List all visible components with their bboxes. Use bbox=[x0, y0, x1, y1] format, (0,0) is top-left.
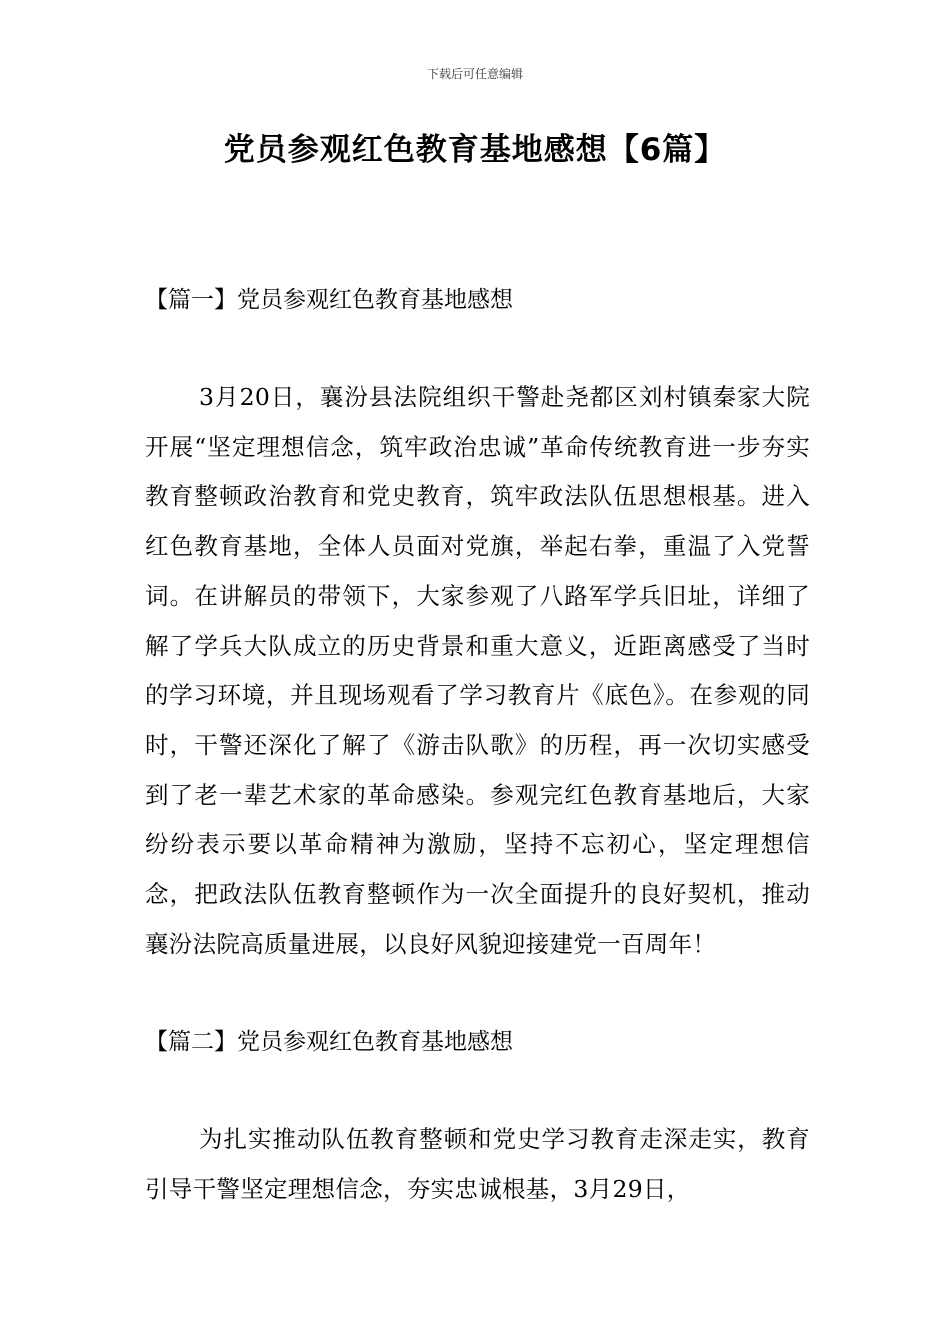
document-title: 党员参观红色教育基地感想【6篇】 bbox=[223, 132, 727, 168]
header-note: 下载后可任意编辑 bbox=[426, 67, 523, 81]
section-heading-2: 【篇二】党员参观红色教育基地感想 bbox=[145, 1029, 513, 1055]
section-heading-1: 【篇一】党员参观红色教育基地感想 bbox=[145, 287, 513, 313]
section-paragraph-2: 为扎实推动队伍教育整顿和党史学习教育走深走实，教育引导干警坚定理想信念，夯实忠诚根基，3月29日， bbox=[145, 1125, 810, 1203]
section-paragraph-1: 3月20日，襄汾县法院组织干警赴尧都区刘村镇秦家大院开展“坚定理想信念，筑牢政治忠诚”革命传统教育进一步夯实教育整顿政治教育和党史教育，筑牢政法队伍思想根基。进入红色教育基地，全体人员面对党旗，举起右拳，重温了入党誓词。在讲解员的带领下，大家参观了八路军学兵旧址，详细了解了学兵大队成立的历史背景和重大意义，近距离感受了当时的学习环境，并且现场观看了学习教育片《底色》。在参观的同时，干警还深化了解了《游击队歌》的历程，再一次切实感受到了老一辈艺术家的革命感染。参观完红色教育基地后，大家纷纷表示要以革命精神为激励，坚持不忘初心，坚定理想信念，把政法队伍教育整顿作为一次全面提升的良好契机，推动襄汾法院高质量进展，以良好风貌迎接建党一百周年！ bbox=[145, 383, 810, 958]
